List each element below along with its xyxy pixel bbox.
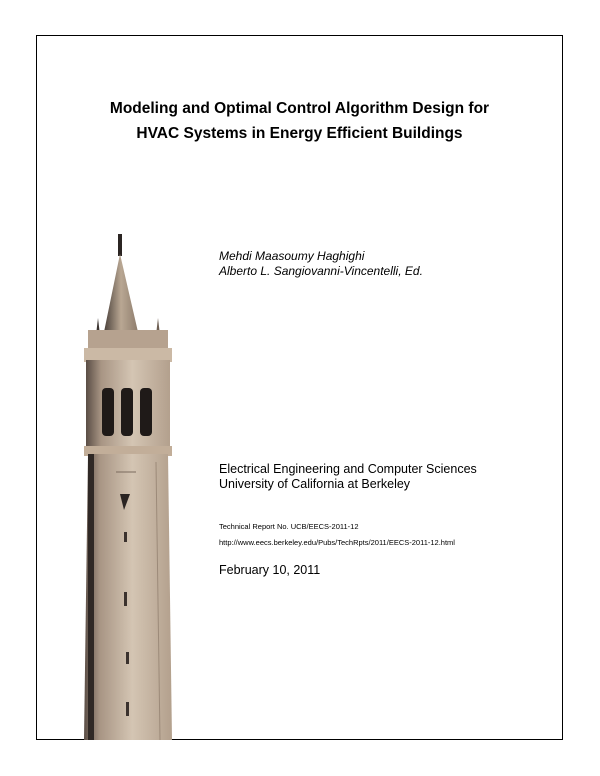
- author-name: Mehdi Maasoumy Haghighi: [219, 249, 365, 263]
- campanile-tower-image: [76, 232, 186, 740]
- editor-name: Alberto L. Sangiovanni-Vincentelli, Ed.: [219, 264, 423, 278]
- report-url[interactable]: http://www.eecs.berkeley.edu/Pubs/TechRpts/2011/EECS-2011-12.html: [219, 538, 455, 547]
- report-number: Technical Report No. UCB/EECS-2011-12: [219, 522, 359, 531]
- title-line-2: HVAC Systems in Energy Efficient Buildings: [136, 125, 463, 142]
- title-line-1: Modeling and Optimal Control Algorithm Design for: [109, 100, 490, 117]
- publication-date: February 10, 2011: [219, 563, 321, 577]
- department-name: Electrical Engineering and Computer Sciences: [219, 462, 477, 476]
- university-name: University of California at Berkeley: [219, 477, 411, 491]
